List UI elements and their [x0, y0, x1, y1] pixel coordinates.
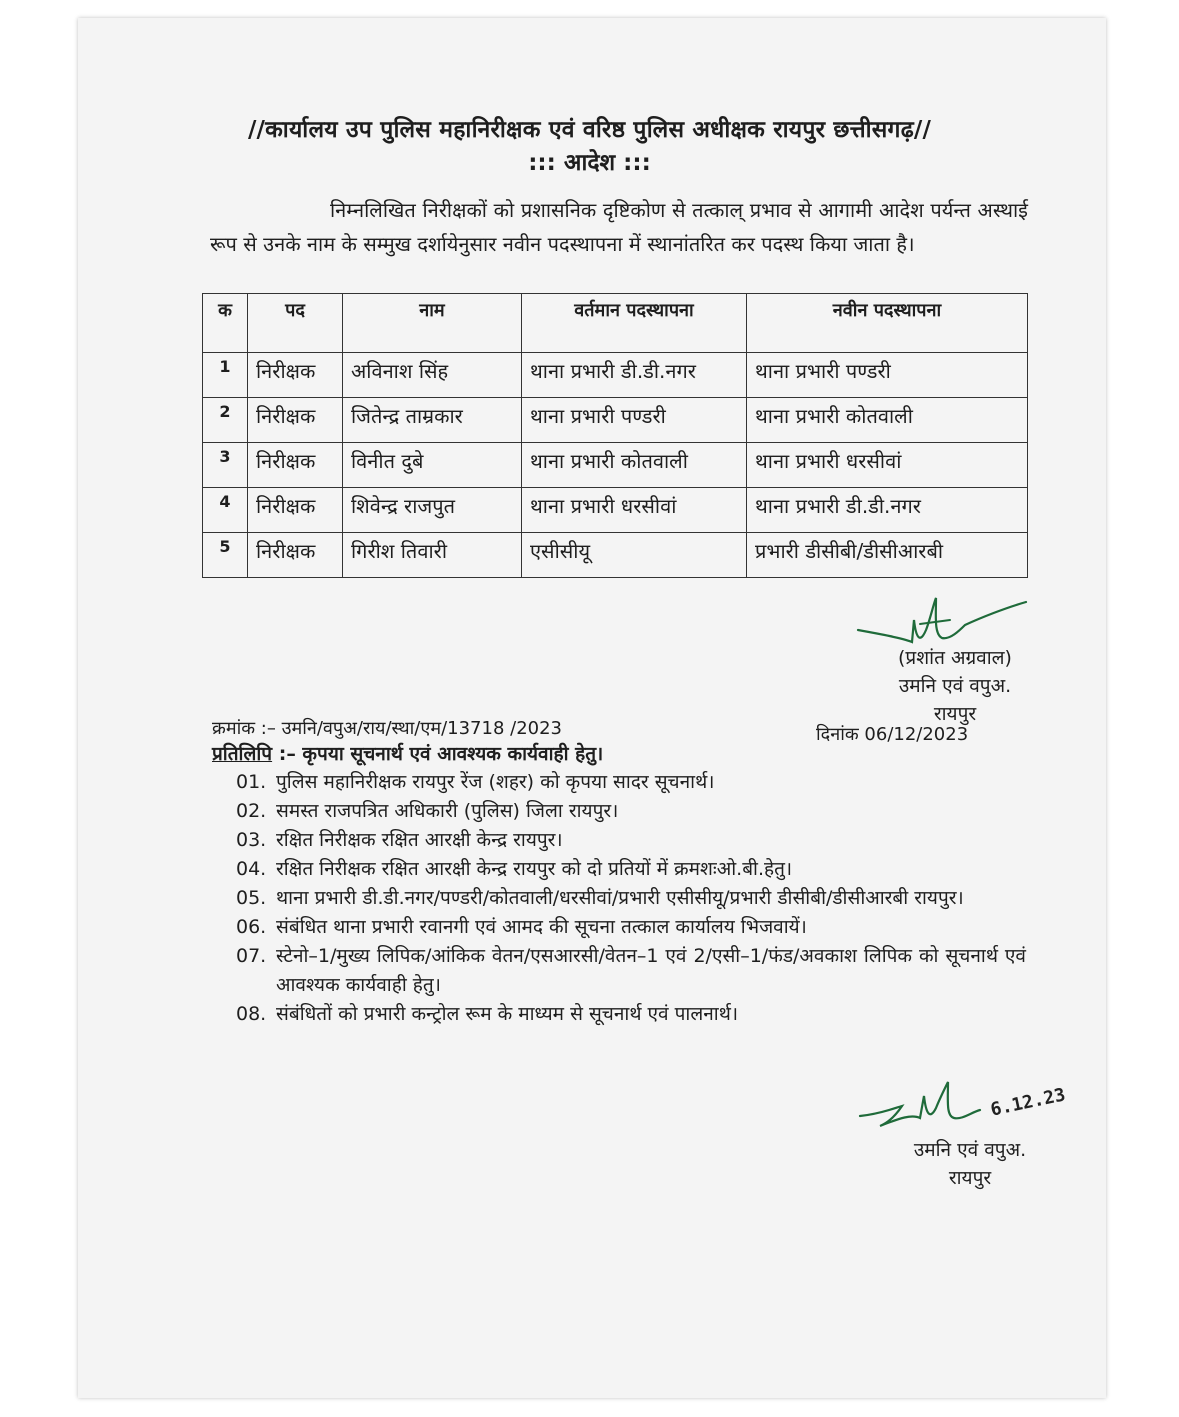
signatory-1-name: (प्रशांत अग्रवाल) — [898, 647, 1012, 669]
table-row — [203, 398, 1028, 443]
list-item — [236, 913, 1026, 942]
list-item — [236, 884, 1026, 913]
cell-current: एसीसीयू — [522, 533, 747, 578]
cell-sn: 5 — [203, 533, 248, 578]
cell-new: थाना प्रभारी पण्डरी — [747, 353, 1028, 398]
cell-name: अविनाश सिंह — [343, 353, 522, 398]
cell-new: थाना प्रभारी कोतवाली — [747, 398, 1028, 443]
cell-name: जितेन्द्र ताम्रकार — [343, 398, 522, 443]
cell-current: थाना प्रभारी डी.डी.नगर — [522, 353, 747, 398]
item-number: 02. — [236, 800, 267, 822]
cell-current: थाना प्रभारी धरसीवां — [522, 488, 747, 533]
cell-new: प्रभारी डीसीबी/डीसीआरबी — [747, 533, 1028, 578]
header-post: पद — [248, 294, 343, 353]
list-item — [236, 1000, 1026, 1029]
cell-current: थाना प्रभारी पण्डरी — [522, 398, 747, 443]
office-title: //कार्यालय उप पुलिस महानिरीक्षक एवं वरिष्ठ पुलिस अधीक्षक रायपुर छत्तीसगढ़// — [247, 117, 932, 143]
cell-current: थाना प्रभारी कोतवाली — [522, 443, 747, 488]
reference-number: क्रमांक :– उमनि/वपुअ/राय/स्था/एम/13718 /2023 — [212, 718, 563, 739]
item-text: संबंधितों को प्रभारी कन्ट्रोल रूम के माध्यम से सूचनार्थ एवं पालनार्थ। — [276, 1003, 739, 1025]
recipient-list — [236, 768, 1026, 1029]
table-row — [203, 488, 1028, 533]
signatory-1-place: रायपुर — [933, 703, 977, 725]
item-text: रक्षित निरीक्षक रक्षित आरक्षी केन्द्र रायपुर को दो प्रतियों में क्रमशःओ.बी.हेतु। — [276, 858, 793, 880]
cell-name: विनीत दुबे — [343, 443, 522, 488]
header-name: नाम — [343, 294, 522, 353]
header-current-posting: वर्तमान पदस्थापना — [522, 294, 747, 353]
list-item — [236, 942, 1026, 1000]
cell-new: थाना प्रभारी धरसीवां — [747, 443, 1028, 488]
signatory-2-place: रायपुर — [948, 1167, 992, 1189]
table-header-row — [203, 294, 1028, 353]
handwritten-date: 6.12.23 — [988, 1084, 1068, 1121]
item-number: 03. — [236, 829, 267, 851]
table-row — [203, 353, 1028, 398]
item-text: समस्त राजपत्रित अधिकारी (पुलिस) जिला रायपुर। — [276, 800, 619, 822]
item-number: 07. — [236, 945, 267, 967]
cell-post: निरीक्षक — [248, 398, 343, 443]
item-text: संबंधित थाना प्रभारी रवानगी एवं आमद की सूचना तत्काल कार्यालय भिजवायें। — [276, 916, 807, 938]
item-text: रक्षित निरीक्षक रक्षित आरक्षी केन्द्र रायपुर। — [276, 829, 563, 851]
copy-text: :– कृपया सूचनार्थ एवं आवश्यक कार्यवाही हेतु। — [278, 743, 604, 765]
item-number: 04. — [236, 858, 267, 880]
cell-sn: 4 — [203, 488, 248, 533]
table-row — [203, 443, 1028, 488]
signatory-2-designation: उमनि एवं वपुअ. — [913, 1139, 1027, 1161]
list-item — [236, 826, 1026, 855]
signatory-1-designation: उमनि एवं वपुअ. — [898, 675, 1012, 697]
header-sn: क — [203, 294, 248, 353]
order-heading: ::: आदेश ::: — [528, 150, 651, 176]
transfer-table — [202, 293, 1028, 578]
cell-new: थाना प्रभारी डी.डी.नगर — [747, 488, 1028, 533]
header-new-posting: नवीन पदस्थापना — [747, 294, 1028, 353]
item-number: 01. — [236, 771, 267, 793]
intro-paragraph: निम्नलिखित निरीक्षकों को प्रशासनिक दृष्टिकोण से तत्काल् प्रभाव से आगामी आदेश पर्यन्त अस्थाई रूप से उनके नाम के सम्मुख दर्शायेनुसार नवीन पदस्थापना में स्थानांतरित कर पदस्थ किया जाता है। — [210, 198, 1028, 256]
cell-sn: 2 — [203, 398, 248, 443]
signatory-1-block — [870, 644, 1040, 728]
cell-post: निरीक्षक — [248, 488, 343, 533]
table-row — [203, 533, 1028, 578]
item-number: 05. — [236, 887, 267, 909]
cell-post: निरीक्षक — [248, 443, 343, 488]
signatory-2-block — [880, 1136, 1060, 1192]
order-date: दिनांक 06/12/2023 — [816, 724, 969, 745]
list-item — [236, 797, 1026, 826]
item-text: पुलिस महानिरीक्षक रायपुर रेंज (शहर) को कृपया सादर सूचनार्थ। — [276, 771, 715, 793]
cell-name: शिवेन्द्र राजपुत — [343, 488, 522, 533]
list-item — [236, 855, 1026, 884]
item-number: 08. — [236, 1003, 267, 1025]
cell-sn: 3 — [203, 443, 248, 488]
list-item — [236, 768, 1026, 797]
copy-to-line — [212, 740, 603, 766]
item-text: थाना प्रभारी डी.डी.नगर/पण्डरी/कोतवाली/धरसीवां/प्रभारी एसीसीयू/प्रभारी डीसीबी/डीसीआरबी रायपुर। — [276, 887, 964, 909]
copy-label: प्रतिलिपि — [212, 743, 273, 765]
item-text: स्टेनो–1/मुख्य लिपिक/आंकिक वेतन/एसआरसी/वेतन–1 एवं 2/एसी–1/फंड/अवकाश लिपिक को सूचनार्थ एवं आवश्यक कार्यवाही हेतु। — [276, 945, 1026, 996]
item-number: 06. — [236, 916, 267, 938]
cell-name: गिरीश तिवारी — [343, 533, 522, 578]
cell-post: निरीक्षक — [248, 353, 343, 398]
cell-sn: 1 — [203, 353, 248, 398]
cell-post: निरीक्षक — [248, 533, 343, 578]
